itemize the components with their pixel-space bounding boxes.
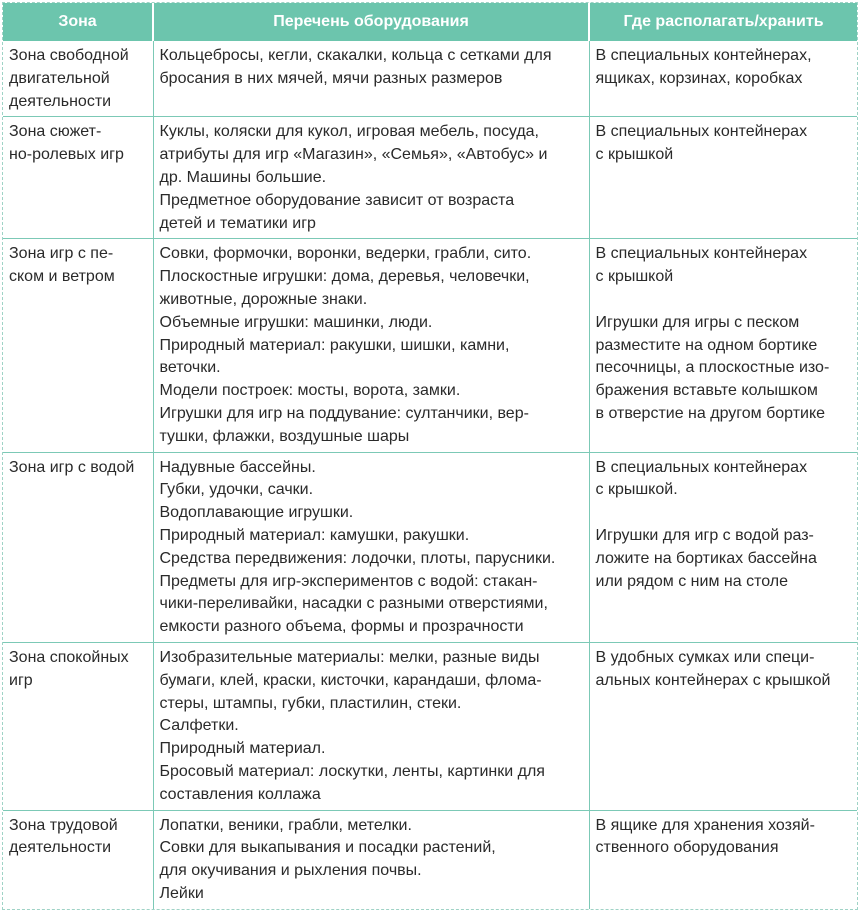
storage-cell <box>589 41 857 117</box>
equipment-text-line: Водоплавающие игрушки. <box>159 504 354 522</box>
equipment-table-container <box>2 2 858 910</box>
zone-cell <box>3 810 153 909</box>
table-row <box>3 117 857 239</box>
equipment-text-line: Средства передвижения: лодочки, плоты, парусники. <box>159 549 556 567</box>
storage-text-line: В специальных контейнерах <box>595 458 808 476</box>
zone-text-line: Зона сюжет- <box>9 123 102 141</box>
equipment-cell <box>153 41 589 117</box>
storage-text-line: Игрушки для игр с водой раз- <box>595 526 814 544</box>
equipment-text-line: Игрушки для игр на поддувание: султанчики, вер- <box>159 404 529 422</box>
table-header-row <box>3 3 857 41</box>
paragraph-gap <box>596 289 852 312</box>
storage-text-line: бражения вставьте колышком <box>595 382 818 400</box>
zone-text-line: но-ролевых игр <box>9 146 124 164</box>
zone-cell <box>3 41 153 117</box>
storage-text-line: ственного оборудования <box>595 839 779 857</box>
zone-text-line: двигательной <box>9 69 110 87</box>
storage-cell <box>589 117 857 239</box>
equipment-cell <box>153 642 589 810</box>
storage-text-line: В удобных сумках или специ- <box>595 648 815 666</box>
equipment-text-line: животные, дорожные знаки. <box>159 290 368 308</box>
storage-text-line: Игрушки для игры с песком <box>595 313 800 331</box>
zone-text-line: Зона свободной <box>9 47 129 64</box>
equipment-text-line: тушки, флажки, воздушные шары <box>159 427 410 445</box>
equipment-text-line: Совки для выкапывания и посадки растений, <box>159 839 496 857</box>
equipment-text-line: Предметное оборудование зависит от возраста <box>159 191 515 209</box>
equipment-text-line: бросания в них мячей, мячи разных размеров <box>159 69 503 87</box>
table-row <box>3 810 857 909</box>
header-equipment: Перечень оборудования <box>153 3 589 41</box>
zone-text-line: игр <box>9 671 33 689</box>
zone-text-line: деятельности <box>9 92 112 110</box>
equipment-text-line: др. Машины большие. <box>159 168 327 186</box>
storage-text-line: или рядом с ним на столе <box>595 572 788 590</box>
equipment-text-line: бумаги, клей, краски, кисточки, карандаши, флома- <box>159 671 542 689</box>
zone-text-line: Зона игр с водой <box>9 458 135 476</box>
storage-text-line: ящиках, корзинах, коробках <box>595 69 803 87</box>
equipment-text-line: Салфетки. <box>159 717 239 735</box>
storage-text-line: песочницы, а плоскостные изо- <box>595 359 830 377</box>
storage-text-line: с крышкой <box>595 268 674 286</box>
zone-text-line: Зона игр с пе- <box>9 245 114 263</box>
equipment-cell <box>153 452 589 642</box>
storage-text-line: с крышкой <box>595 146 674 164</box>
storage-text-line: в отверстие на другом бортике <box>595 404 826 422</box>
storage-text-line: альных контейнерах с крышкой <box>595 671 831 689</box>
equipment-text-line: Лейки <box>159 884 204 902</box>
paragraph-gap <box>596 502 852 525</box>
equipment-text-line: атрибуты для игр «Магазин», «Семья», «Автобус» и <box>159 146 548 164</box>
equipment-cell <box>153 810 589 909</box>
equipment-text-line: Плоскостные игрушки: дома, деревья, человечки, <box>159 268 530 286</box>
storage-cell <box>589 642 857 810</box>
equipment-text-line: детей и тематики игр <box>159 214 316 232</box>
equipment-text-line: Надувные бассейны. <box>159 458 316 476</box>
zone-text-line: Зона спокойных <box>9 648 129 666</box>
equipment-text-line: чики-переливайки, насадки с разными отверстиями, <box>159 595 548 613</box>
equipment-text-line: Объемные игрушки: машинки, люди. <box>159 313 433 331</box>
storage-cell <box>589 452 857 642</box>
header-storage: Где располагать/хранить <box>589 3 857 41</box>
zone-cell <box>3 642 153 810</box>
equipment-text-line: веточки. <box>159 359 221 377</box>
zone-text-line: деятельности <box>9 839 112 857</box>
equipment-text-line: стеры, штампы, губки, пластилин, стеки. <box>159 694 462 712</box>
equipment-text-line: Предметы для игр-экспериментов с водой: стакан- <box>159 572 538 590</box>
storage-text-line: В специальных контейнерах <box>595 123 808 141</box>
table-row <box>3 642 857 810</box>
storage-text-line: с крышкой. <box>595 481 678 499</box>
equipment-text-line: Природный материал. <box>159 740 326 758</box>
storage-cell <box>589 810 857 909</box>
table-row <box>3 239 857 452</box>
table-row <box>3 41 857 117</box>
zone-cell <box>3 452 153 642</box>
storage-text-line: ложите на бортиках бассейна <box>595 549 817 567</box>
equipment-text-line: Бросовый материал: лоскутки, ленты, картинки для <box>159 762 545 780</box>
zone-text-line: ском и ветром <box>9 268 115 286</box>
zone-text-line: Зона трудовой <box>9 816 118 834</box>
equipment-text-line: Изобразительные материалы: мелки, разные виды <box>159 648 540 666</box>
storage-text-line: В ящике для хранения хозяй- <box>595 816 815 834</box>
zone-cell <box>3 117 153 239</box>
equipment-text-line: Лопатки, веники, грабли, метелки. <box>159 816 412 834</box>
equipment-text-line: составления коллажа <box>159 785 321 803</box>
equipment-text-line: Совки, формочки, воронки, ведерки, грабли, сито. <box>159 245 532 263</box>
storage-text-line: разместите на одном бортике <box>595 336 818 354</box>
equipment-table <box>3 3 857 909</box>
storage-cell <box>589 239 857 452</box>
equipment-text-line: Кольцебросы, кегли, скакалки, кольца с сетками для <box>159 47 552 64</box>
table-body <box>3 41 857 909</box>
equipment-text-line: Модели построек: мосты, ворота, замки. <box>159 382 461 400</box>
storage-text-line: В специальных контейнерах <box>595 245 808 263</box>
zone-cell <box>3 239 153 452</box>
equipment-text-line: Губки, удочки, сачки. <box>159 481 314 499</box>
equipment-text-line: для окучивания и рыхления почвы. <box>159 862 422 880</box>
header-zone: Зона <box>3 3 153 41</box>
equipment-cell <box>153 239 589 452</box>
equipment-text-line: Природный материал: ракушки, шишки, камни, <box>159 336 510 354</box>
equipment-text-line: Природный материал: камушки, ракушки. <box>159 526 470 544</box>
equipment-cell <box>153 117 589 239</box>
equipment-text-line: емкости разного объема, формы и прозрачности <box>159 618 524 636</box>
equipment-text-line: Куклы, коляски для кукол, игровая мебель, посуда, <box>159 123 539 141</box>
storage-text-line: В специальных контейнерах, <box>595 47 812 64</box>
table-row <box>3 452 857 642</box>
